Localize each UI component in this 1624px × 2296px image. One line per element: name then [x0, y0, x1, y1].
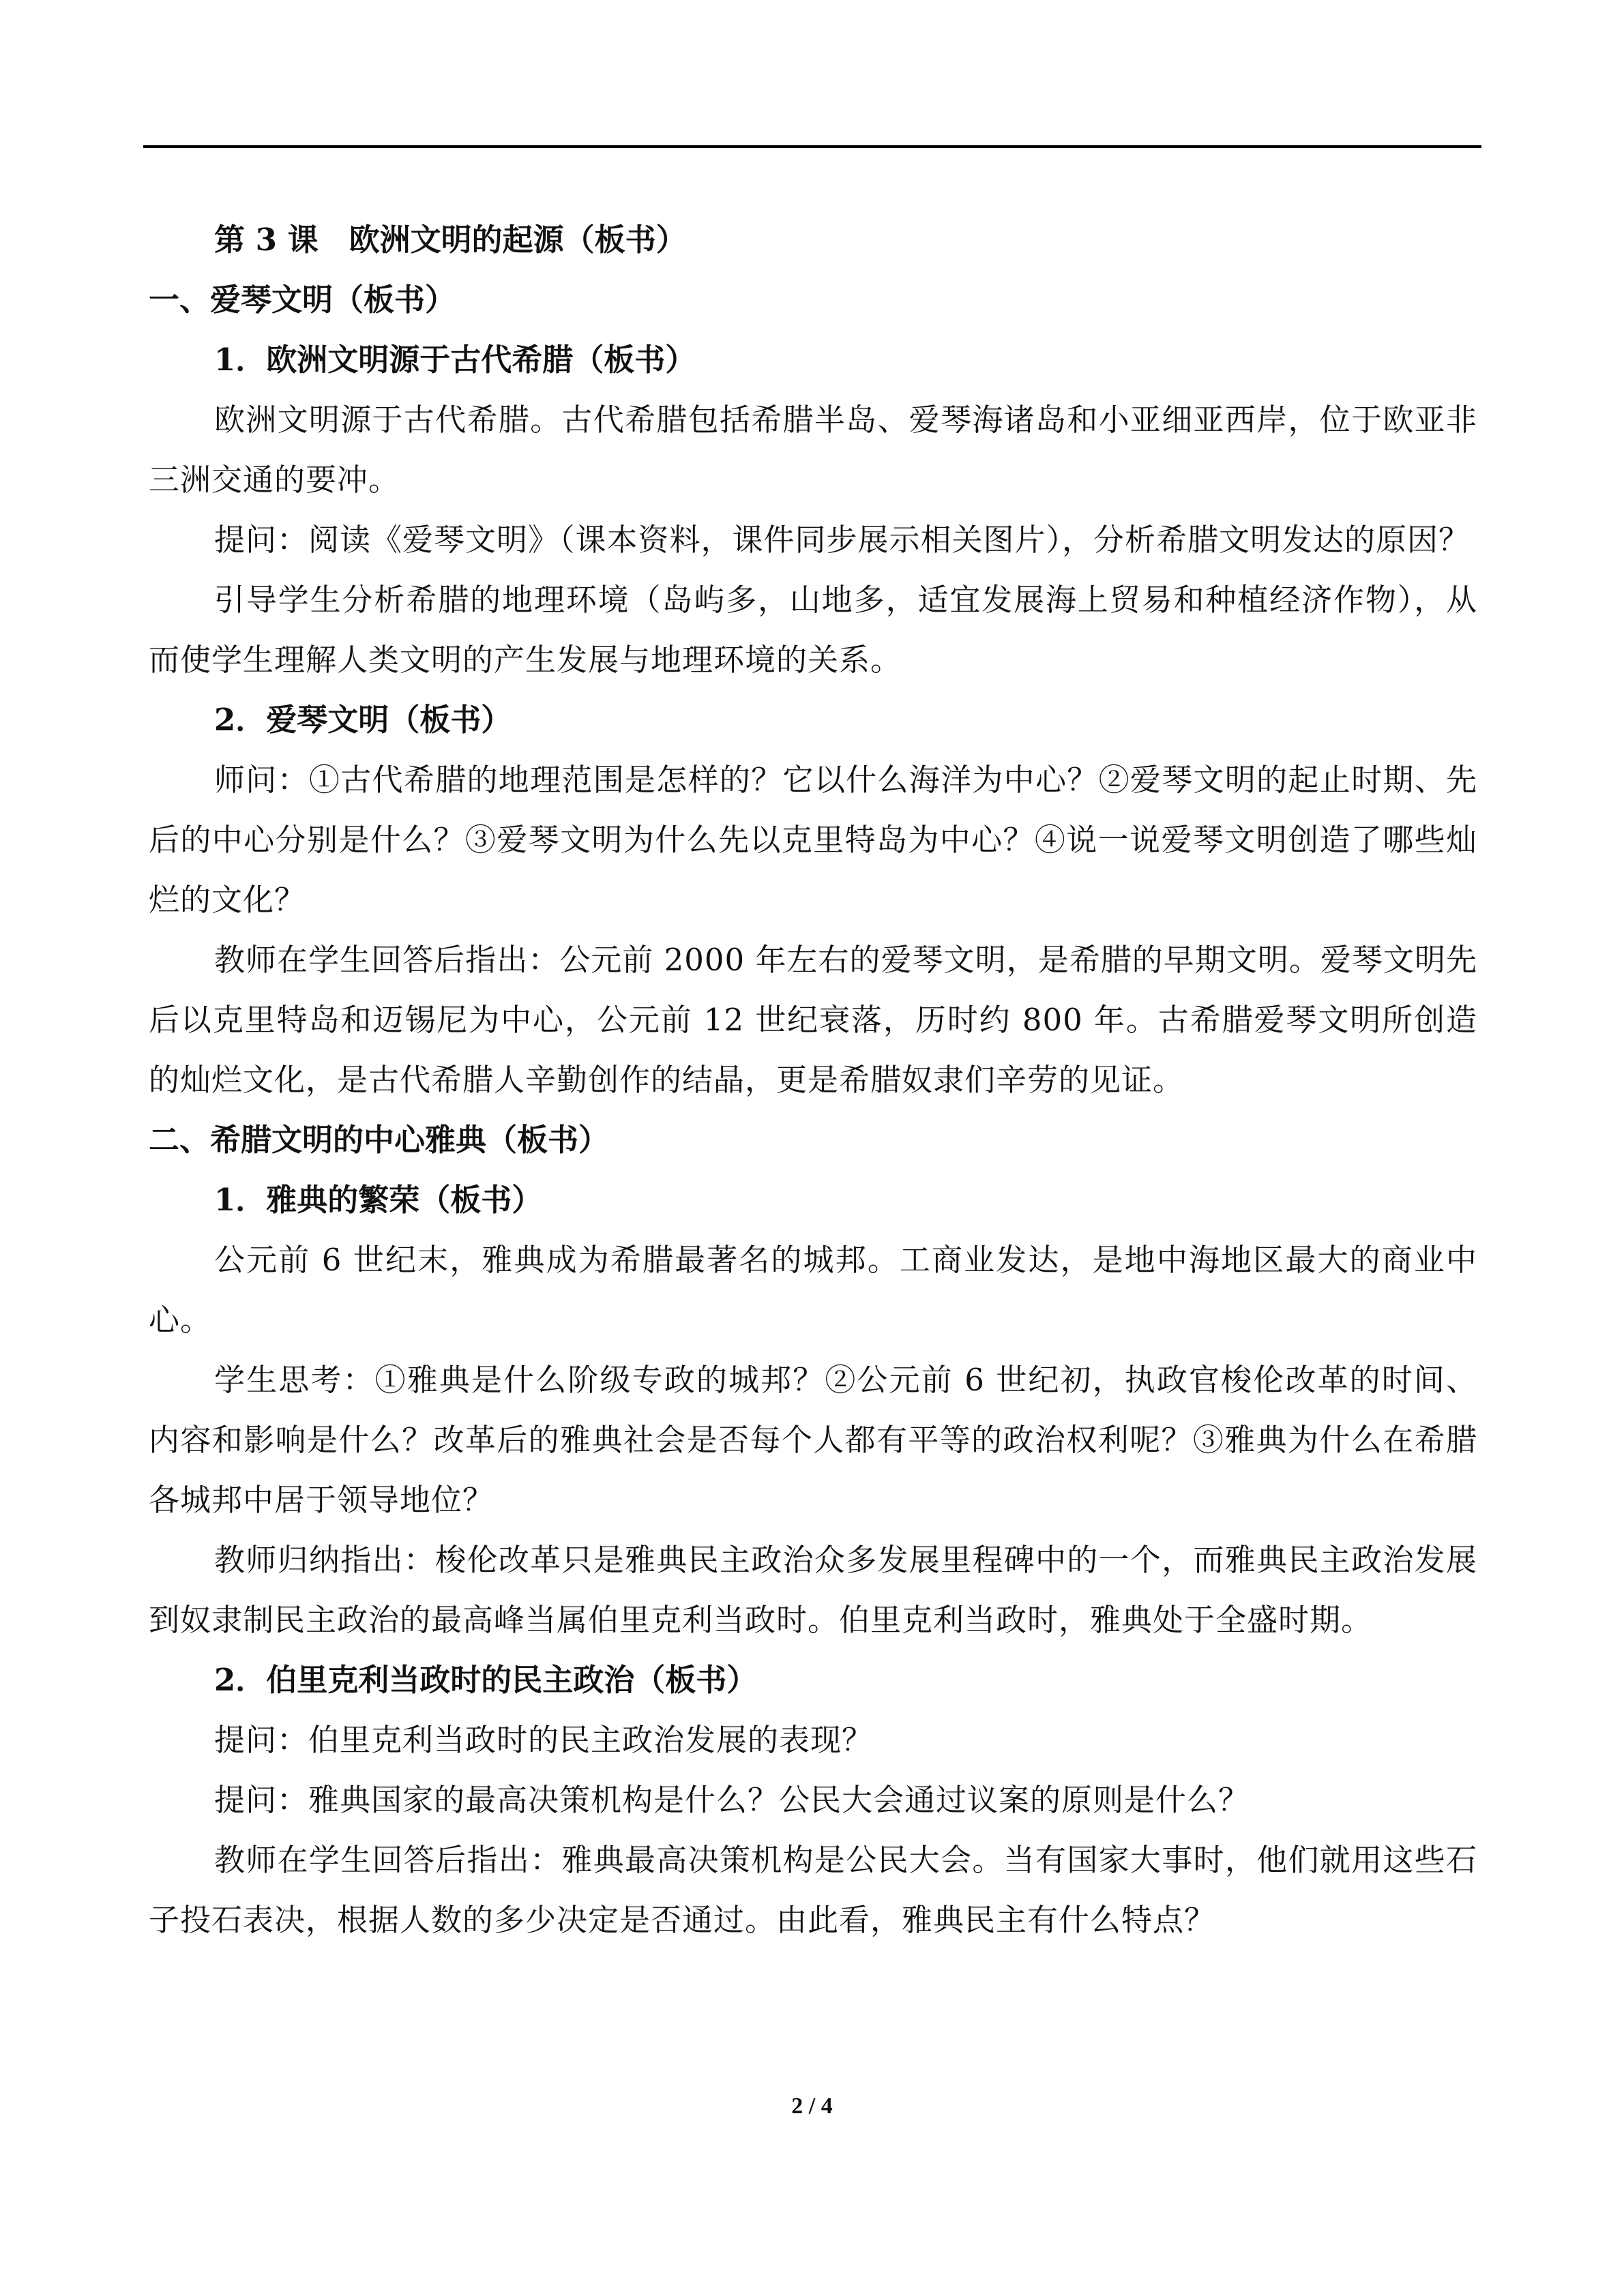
paragraph: 提问：伯里克利当政时的民主政治发展的表现？: [214, 1722, 874, 1758]
header-rule: [143, 145, 1481, 148]
lesson-title: 第 3 课 欧洲文明的起源（板书）: [214, 222, 687, 258]
paragraph: 学生思考：①雅典是什么阶级专政的城邦？②公元前 6 世纪初，执政官梭伦改革的时间、内容和影响是什么？改革后的雅典社会是否每个人都有平等的政治权利呢？③雅典为什么在希腊各城邦中居于领导地位？: [149, 1362, 1477, 1518]
paragraph: 教师在学生回答后指出：雅典最高决策机构是公民大会。当有国家大事时，他们就用这些石子投石表决，根据人数的多少决定是否通过。由此看，雅典民主有什么特点？: [149, 1842, 1477, 1938]
paragraph: 提问：阅读《爱琴文明》（课本资料，课件同步展示相关图片），分析希腊文明发达的原因？: [214, 522, 1471, 558]
paragraph: 提问：雅典国家的最高决策机构是什么？公民大会通过议案的原则是什么？: [214, 1782, 1250, 1818]
document-body: [149, 210, 1477, 1950]
subheading-origin-of-european-civilization: 1．欧洲文明源于古代希腊（板书）: [214, 342, 696, 378]
paragraph: 教师在学生回答后指出：公元前 2000 年左右的爱琴文明，是希腊的早期文明。爱琴文明先后以克里特岛和迈锡尼为中心，公元前 12 世纪衰落，历时约 800 年。古希腊爱琴文明所创造的灿烂文化，是古代希腊人辛勤创作的结晶，更是希腊奴隶们辛劳的见证。: [149, 942, 1477, 1098]
page-number: 2 / 4: [791, 2093, 833, 2119]
section-heading-athens: 二、希腊文明的中心雅典（板书）: [149, 1122, 610, 1158]
subheading-pericles-democracy: 2．伯里克利当政时的民主政治（板书）: [214, 1662, 758, 1698]
subheading-aegean-civilization: 2．爱琴文明（板书）: [214, 702, 512, 738]
paragraph: 公元前 6 世纪末，雅典成为希腊最著名的城邦。工商业发达，是地中海地区最大的商业中心。: [149, 1242, 1477, 1338]
paragraph: 教师归纳指出：梭伦改革只是雅典民主政治众多发展里程碑中的一个，而雅典民主政治发展到奴隶制民主政治的最高峰当属伯里克利当政时。伯里克利当政时，雅典处于全盛时期。: [149, 1542, 1477, 1638]
subheading-prosperity-of-athens: 1．雅典的繁荣（板书）: [214, 1182, 543, 1218]
paragraph: 师问：①古代希腊的地理范围是怎样的？它以什么海洋为中心？②爱琴文明的起止时期、先后的中心分别是什么？③爱琴文明为什么先以克里特岛为中心？④说一说爱琴文明创造了哪些灿烂的文化？: [149, 762, 1477, 918]
paragraph: 欧洲文明源于古代希腊。古代希腊包括希腊半岛、爱琴海诸岛和小亚细亚西岸，位于欧亚非三洲交通的要冲。: [149, 402, 1477, 498]
section-heading-aegean: 一、爱琴文明（板书）: [149, 282, 456, 318]
paragraph: 引导学生分析希腊的地理环境（岛屿多，山地多，适宜发展海上贸易和种植经济作物），从而使学生理解人类文明的产生发展与地理环境的关系。: [149, 582, 1477, 678]
